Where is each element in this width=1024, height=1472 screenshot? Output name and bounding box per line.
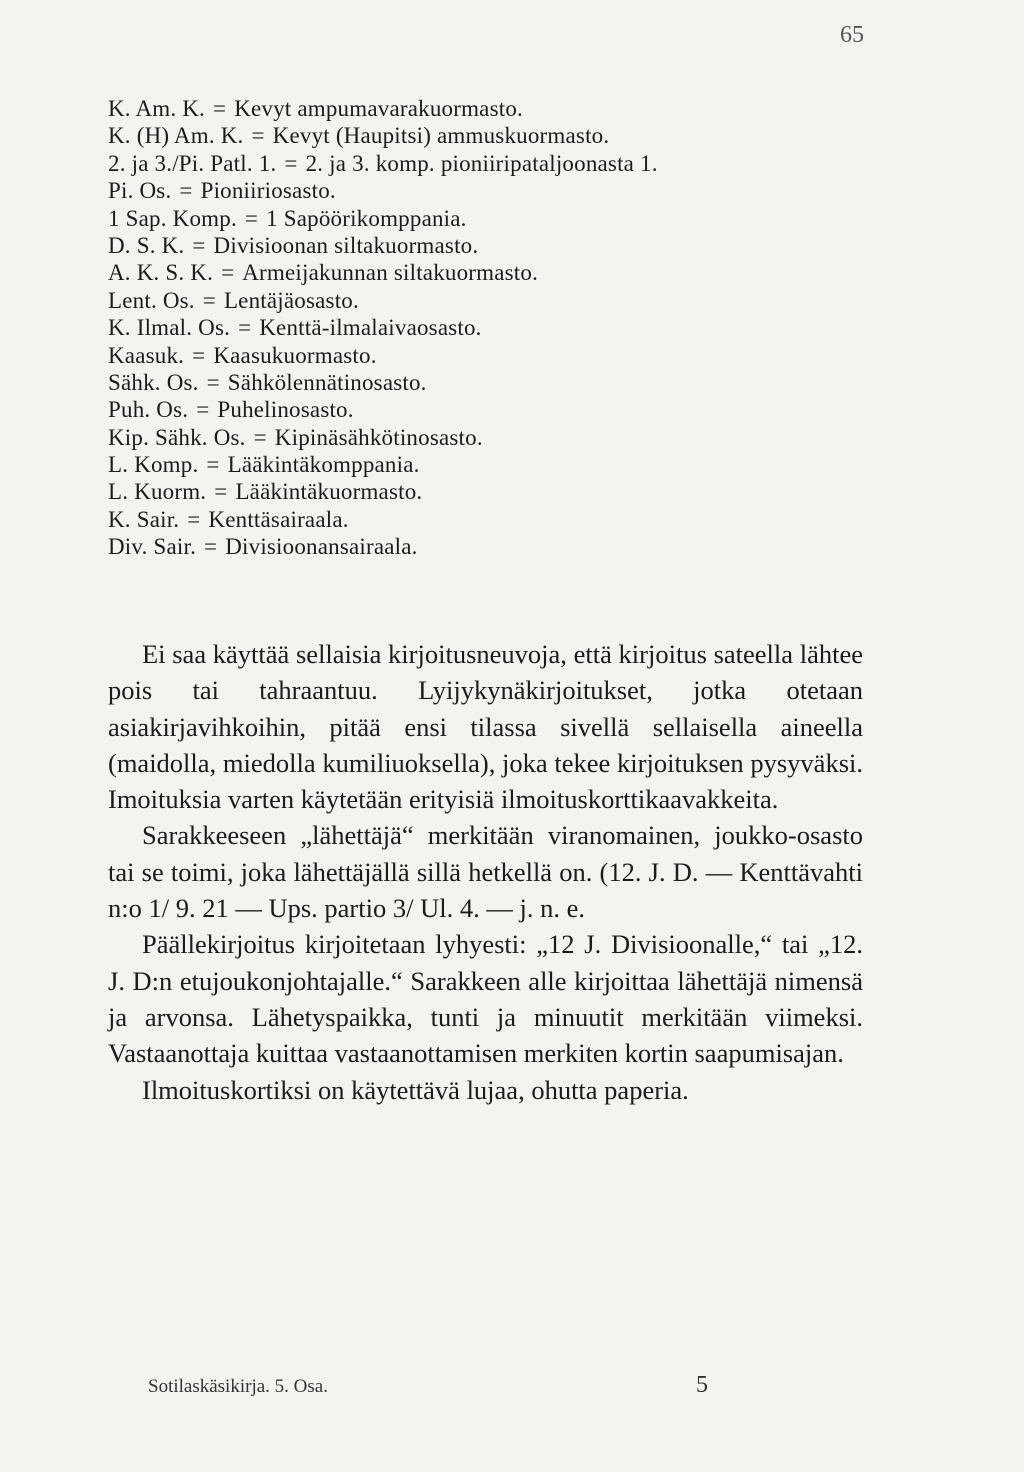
page-footer xyxy=(148,1372,708,1399)
abbreviation-row xyxy=(108,506,928,533)
equals-sign: = xyxy=(253,424,267,450)
paragraph-sender-column: Sarakkeeseen „lähettäjä“ merkitään viranomainen, joukko-osasto tai se toimi, joka lähettäjällä sillä hetkellä on. (12. J. D. — Kenttävahti n:o 1/ 9. 21 — Ups. partio 3/ Ul. 4. — j. n. e. xyxy=(108,820,863,924)
paragraph-address-heading: Päällekirjoitus kirjoitetaan lyhyesti: „12 J. Divisioonalle,“ tai „12. J. D:n etujoukonjohtajalle.“ Sarakkeen alle kirjoittaa lähettäjä nimensä ja arvonsa. Lähetyspaikka, tunti ja minuutit merkitään viimeksi. Vastaanottaja kuittaa vastaanottamisen merkiten kortin saapumisajan. xyxy=(108,929,863,1069)
equals-sign: = xyxy=(238,315,252,341)
equals-sign: = xyxy=(187,506,201,532)
paragraph-writing-materials: Ei saa käyttää sellaisia kirjoitusneuvoja, että kirjoitus sateella lähtee pois tai tahraantuu. Lyijykynäkirjoitukset, jotka otetaan asiakirjavihkoihin, pitää ensi tilassa sivellä sellaisella aineella (maidolla, miedolla kumiliuoksella), joka tekee kirjoituksen pysyväksi. Imoituksia varten käytetään erityisiä ilmoituskorttikaavakkeita. xyxy=(108,639,863,815)
abbreviation-row xyxy=(108,287,928,314)
equals-sign: = xyxy=(221,260,235,286)
abbreviation-row xyxy=(108,205,928,232)
abbreviation-row xyxy=(108,95,928,122)
abbreviation-term: K. (H) Am. K. xyxy=(108,123,244,149)
signature-mark: 5 xyxy=(696,1372,708,1398)
equals-sign: = xyxy=(251,123,265,149)
abbreviation-meaning: Divisioonan siltakuormasto. xyxy=(213,232,479,258)
abbreviation-row xyxy=(108,342,928,369)
equals-sign: = xyxy=(202,287,216,313)
abbreviation-meaning: Kaasukuormasto. xyxy=(213,342,377,368)
abbreviation-list xyxy=(108,95,928,561)
abbreviation-meaning: 2. ja 3. komp. pioniiripataljoonasta 1. xyxy=(305,150,658,176)
abbreviation-term: A. K. S. K. xyxy=(108,260,214,286)
equals-sign: = xyxy=(206,452,220,478)
abbreviation-row xyxy=(108,150,928,177)
footer-book-title: Sotilaskäsikirja. 5. Osa. xyxy=(148,1376,328,1397)
equals-sign: = xyxy=(204,534,218,560)
abbreviation-row xyxy=(108,478,928,505)
abbreviation-row xyxy=(108,122,928,149)
body-text xyxy=(108,636,863,1108)
abbreviation-meaning: Lentäjäosasto. xyxy=(223,287,359,313)
abbreviation-term: L. Kuorm. xyxy=(108,479,207,505)
equals-sign: = xyxy=(244,205,259,231)
abbreviation-term: K. Am. K. xyxy=(108,96,206,121)
equals-sign: = xyxy=(214,479,228,505)
equals-sign: = xyxy=(192,342,206,368)
abbreviation-meaning: Kipinäsähkötinosasto. xyxy=(274,424,483,450)
abbreviation-term: Pi. Os. xyxy=(108,178,172,204)
abbreviation-row xyxy=(108,177,928,204)
abbreviation-term: Kip. Sähk. Os. xyxy=(108,424,246,450)
abbreviation-row xyxy=(108,369,928,396)
abbreviation-row xyxy=(108,259,928,286)
page-number: 65 xyxy=(840,22,864,48)
equals-sign: = xyxy=(284,150,298,176)
equals-sign: = xyxy=(196,397,210,423)
abbreviation-meaning: Armeijakunnan siltakuormasto. xyxy=(242,260,539,286)
abbreviation-row xyxy=(108,232,928,259)
abbreviation-meaning: 1 Sapöörikomppania. xyxy=(266,205,467,231)
abbreviation-term: Puh. Os. xyxy=(108,397,189,423)
abbreviation-row xyxy=(108,424,928,451)
abbreviation-term: Sähk. Os. xyxy=(108,369,199,395)
abbreviation-term: Lent. Os. xyxy=(108,287,195,313)
abbreviation-term: D. S. K. xyxy=(108,232,185,258)
abbreviation-term: Div. Sair. xyxy=(108,534,197,560)
abbreviation-meaning: Kevyt (Haupitsi) ammuskuormasto. xyxy=(272,123,610,149)
abbreviation-meaning: Sähkölennätinosasto. xyxy=(227,369,427,395)
abbreviation-term: 1 Sap. Komp. xyxy=(108,205,237,231)
abbreviation-row xyxy=(108,396,928,423)
equals-sign: = xyxy=(192,232,206,258)
equals-sign: = xyxy=(213,96,227,121)
abbreviation-row xyxy=(108,314,928,341)
abbreviation-row xyxy=(108,533,928,560)
abbreviation-meaning: Kevyt ampumavarakuormasto. xyxy=(234,96,523,121)
abbreviation-meaning: Lääkintäkuormasto. xyxy=(235,479,423,505)
abbreviation-meaning: Lääkintäkomppania. xyxy=(227,452,420,478)
equals-sign: = xyxy=(179,178,193,204)
paragraph-card-paper: Ilmoituskortiksi on käytettävä lujaa, ohutta paperia. xyxy=(142,1074,689,1105)
abbreviation-meaning: Divisioonansairaala. xyxy=(225,534,418,560)
abbreviation-meaning: Pioniiriosasto. xyxy=(200,178,336,204)
equals-sign: = xyxy=(206,369,220,395)
abbreviation-term: Kaasuk. xyxy=(108,342,185,368)
abbreviation-term: K. Sair. xyxy=(108,506,180,532)
abbreviation-row xyxy=(108,451,928,478)
abbreviation-term: K. Ilmal. Os. xyxy=(108,315,231,341)
abbreviation-meaning: Kenttäsairaala. xyxy=(208,506,349,532)
abbreviation-term: L. Komp. xyxy=(108,452,199,478)
abbreviation-meaning: Kenttä-ilmalaivaosasto. xyxy=(259,315,482,341)
abbreviation-term: 2. ja 3./Pi. Patl. 1. xyxy=(108,150,277,176)
abbreviation-meaning: Puhelinosasto. xyxy=(217,397,354,423)
